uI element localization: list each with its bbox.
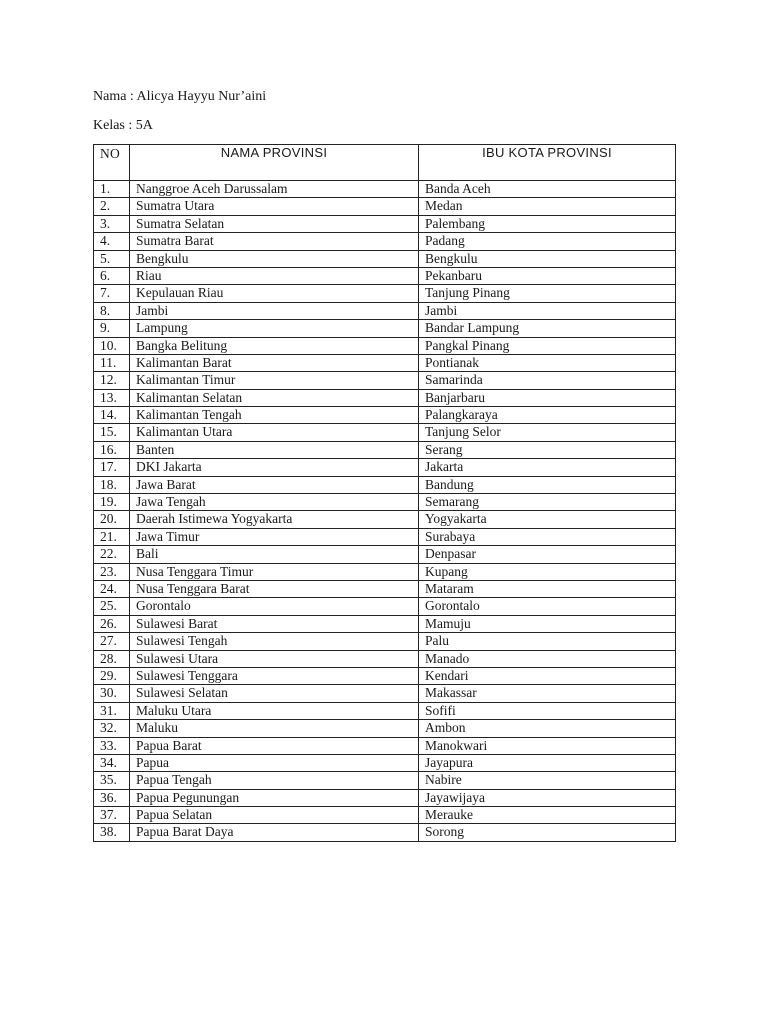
capital-city: Pontianak <box>419 354 676 371</box>
student-class-line <box>93 118 153 134</box>
row-number: 12. <box>94 372 130 389</box>
table-row <box>94 320 676 337</box>
capital-city: Jakarta <box>419 459 676 476</box>
row-number: 35. <box>94 772 130 789</box>
province-name: Kalimantan Tengah <box>130 407 419 424</box>
student-name-value: Alicya Hayyu Nur’aini <box>136 89 267 104</box>
capital-city: Palangkaraya <box>419 407 676 424</box>
capital-city: Tanjung Pinang <box>419 285 676 302</box>
province-name: Lampung <box>130 320 419 337</box>
table-row <box>94 198 676 215</box>
row-number: 25. <box>94 598 130 615</box>
table-row <box>94 389 676 406</box>
capital-city: Sorong <box>419 824 676 841</box>
province-name: Nanggroe Aceh Darussalam <box>130 181 419 198</box>
row-number: 10. <box>94 337 130 354</box>
province-name: Sumatra Selatan <box>130 215 419 232</box>
province-name: Sulawesi Barat <box>130 615 419 632</box>
capital-city: Medan <box>419 198 676 215</box>
table-row <box>94 737 676 754</box>
header-capital-city: IBU KOTA PROVINSI <box>419 145 676 181</box>
row-number: 31. <box>94 702 130 719</box>
row-number: 23. <box>94 563 130 580</box>
province-name: Maluku <box>130 720 419 737</box>
row-number: 17. <box>94 459 130 476</box>
province-name: Kepulauan Riau <box>130 285 419 302</box>
row-number: 16. <box>94 441 130 458</box>
table-row <box>94 372 676 389</box>
capital-city: Bandung <box>419 476 676 493</box>
capital-city: Ambon <box>419 720 676 737</box>
province-name: Banten <box>130 441 419 458</box>
capital-city: Sofifi <box>419 702 676 719</box>
row-number: 9. <box>94 320 130 337</box>
row-number: 1. <box>94 181 130 198</box>
row-number: 28. <box>94 650 130 667</box>
province-name: Kalimantan Barat <box>130 354 419 371</box>
table-row <box>94 633 676 650</box>
province-name: Nusa Tenggara Timur <box>130 563 419 580</box>
row-number: 6. <box>94 267 130 284</box>
table-row <box>94 424 676 441</box>
table-row <box>94 650 676 667</box>
capital-city: Yogyakarta <box>419 511 676 528</box>
capital-city: Mataram <box>419 580 676 597</box>
row-number: 7. <box>94 285 130 302</box>
province-name: Jawa Tengah <box>130 494 419 511</box>
row-number: 3. <box>94 215 130 232</box>
row-number: 30. <box>94 685 130 702</box>
table-row <box>94 615 676 632</box>
table-row <box>94 511 676 528</box>
table-row <box>94 250 676 267</box>
capital-city: Padang <box>419 233 676 250</box>
province-name: Sumatra Barat <box>130 233 419 250</box>
row-number: 38. <box>94 824 130 841</box>
row-number: 15. <box>94 424 130 441</box>
capital-city: Tanjung Selor <box>419 424 676 441</box>
province-name: DKI Jakarta <box>130 459 419 476</box>
row-number: 36. <box>94 789 130 806</box>
province-name: Jawa Timur <box>130 528 419 545</box>
row-number: 11. <box>94 354 130 371</box>
row-number: 21. <box>94 528 130 545</box>
row-number: 18. <box>94 476 130 493</box>
province-name: Papua Tengah <box>130 772 419 789</box>
table-body <box>94 181 676 842</box>
table-row <box>94 459 676 476</box>
capital-city: Makassar <box>419 685 676 702</box>
capital-city: Kendari <box>419 667 676 684</box>
capital-city: Pangkal Pinang <box>419 337 676 354</box>
province-name: Sulawesi Selatan <box>130 685 419 702</box>
table-row <box>94 754 676 771</box>
province-name: Maluku Utara <box>130 702 419 719</box>
table-row <box>94 824 676 841</box>
capital-city: Denpasar <box>419 546 676 563</box>
province-name: Sulawesi Tengah <box>130 633 419 650</box>
capital-city: Palu <box>419 633 676 650</box>
capital-city: Kupang <box>419 563 676 580</box>
header-province-name: NAMA PROVINSI <box>130 145 419 181</box>
capital-city: Banjarbaru <box>419 389 676 406</box>
capital-city: Bandar Lampung <box>419 320 676 337</box>
table-row <box>94 772 676 789</box>
province-name: Daerah Istimewa Yogyakarta <box>130 511 419 528</box>
capital-city: Gorontalo <box>419 598 676 615</box>
province-name: Riau <box>130 267 419 284</box>
row-number: 27. <box>94 633 130 650</box>
province-name: Sulawesi Tenggara <box>130 667 419 684</box>
row-number: 20. <box>94 511 130 528</box>
capital-city: Banda Aceh <box>419 181 676 198</box>
row-number: 37. <box>94 807 130 824</box>
row-number: 14. <box>94 407 130 424</box>
row-number: 5. <box>94 250 130 267</box>
row-number: 24. <box>94 580 130 597</box>
province-name: Papua Barat Daya <box>130 824 419 841</box>
student-class-value: 5A <box>135 118 153 133</box>
table-row <box>94 546 676 563</box>
province-name: Jambi <box>130 302 419 319</box>
row-number: 34. <box>94 754 130 771</box>
row-number: 33. <box>94 737 130 754</box>
capital-city: Merauke <box>419 807 676 824</box>
table-row <box>94 563 676 580</box>
table-row <box>94 476 676 493</box>
table-row <box>94 702 676 719</box>
table-row <box>94 267 676 284</box>
table-row <box>94 337 676 354</box>
table-row <box>94 494 676 511</box>
table-row <box>94 667 676 684</box>
province-name: Kalimantan Utara <box>130 424 419 441</box>
row-number: 32. <box>94 720 130 737</box>
capital-city: Manokwari <box>419 737 676 754</box>
table-row <box>94 233 676 250</box>
table-row <box>94 354 676 371</box>
table-row <box>94 807 676 824</box>
province-name: Papua <box>130 754 419 771</box>
row-number: 4. <box>94 233 130 250</box>
row-number: 19. <box>94 494 130 511</box>
table-row <box>94 215 676 232</box>
row-number: 2. <box>94 198 130 215</box>
capital-city: Pekanbaru <box>419 267 676 284</box>
province-name: Nusa Tenggara Barat <box>130 580 419 597</box>
student-name-label: Nama : <box>93 89 137 104</box>
capital-city: Nabire <box>419 772 676 789</box>
province-name: Bengkulu <box>130 250 419 267</box>
capital-city: Jayawijaya <box>419 789 676 806</box>
province-name: Bangka Belitung <box>130 337 419 354</box>
table-row <box>94 441 676 458</box>
row-number: 22. <box>94 546 130 563</box>
table-row <box>94 181 676 198</box>
province-name: Kalimantan Timur <box>130 372 419 389</box>
table-row <box>94 285 676 302</box>
province-name: Sumatra Utara <box>130 198 419 215</box>
row-number: 13. <box>94 389 130 406</box>
province-name: Sulawesi Utara <box>130 650 419 667</box>
capital-city: Jambi <box>419 302 676 319</box>
capital-city: Palembang <box>419 215 676 232</box>
table-header-row <box>94 145 676 181</box>
capital-city: Surabaya <box>419 528 676 545</box>
row-number: 8. <box>94 302 130 319</box>
table-row <box>94 598 676 615</box>
province-name: Papua Pegunungan <box>130 789 419 806</box>
province-name: Kalimantan Selatan <box>130 389 419 406</box>
province-name: Bali <box>130 546 419 563</box>
capital-city: Serang <box>419 441 676 458</box>
row-number: 29. <box>94 667 130 684</box>
header-no: NO <box>94 145 130 181</box>
student-name-line <box>93 89 266 105</box>
table-row <box>94 720 676 737</box>
student-class-label: Kelas : <box>93 118 136 133</box>
capital-city: Mamuju <box>419 615 676 632</box>
table-row <box>94 580 676 597</box>
table-row <box>94 407 676 424</box>
province-table <box>93 144 676 842</box>
province-name: Papua Barat <box>130 737 419 754</box>
province-name: Papua Selatan <box>130 807 419 824</box>
capital-city: Manado <box>419 650 676 667</box>
capital-city: Semarang <box>419 494 676 511</box>
table-row <box>94 302 676 319</box>
table-row <box>94 528 676 545</box>
province-name: Gorontalo <box>130 598 419 615</box>
capital-city: Samarinda <box>419 372 676 389</box>
capital-city: Bengkulu <box>419 250 676 267</box>
province-name: Jawa Barat <box>130 476 419 493</box>
capital-city: Jayapura <box>419 754 676 771</box>
table-row <box>94 685 676 702</box>
row-number: 26. <box>94 615 130 632</box>
table-row <box>94 789 676 806</box>
